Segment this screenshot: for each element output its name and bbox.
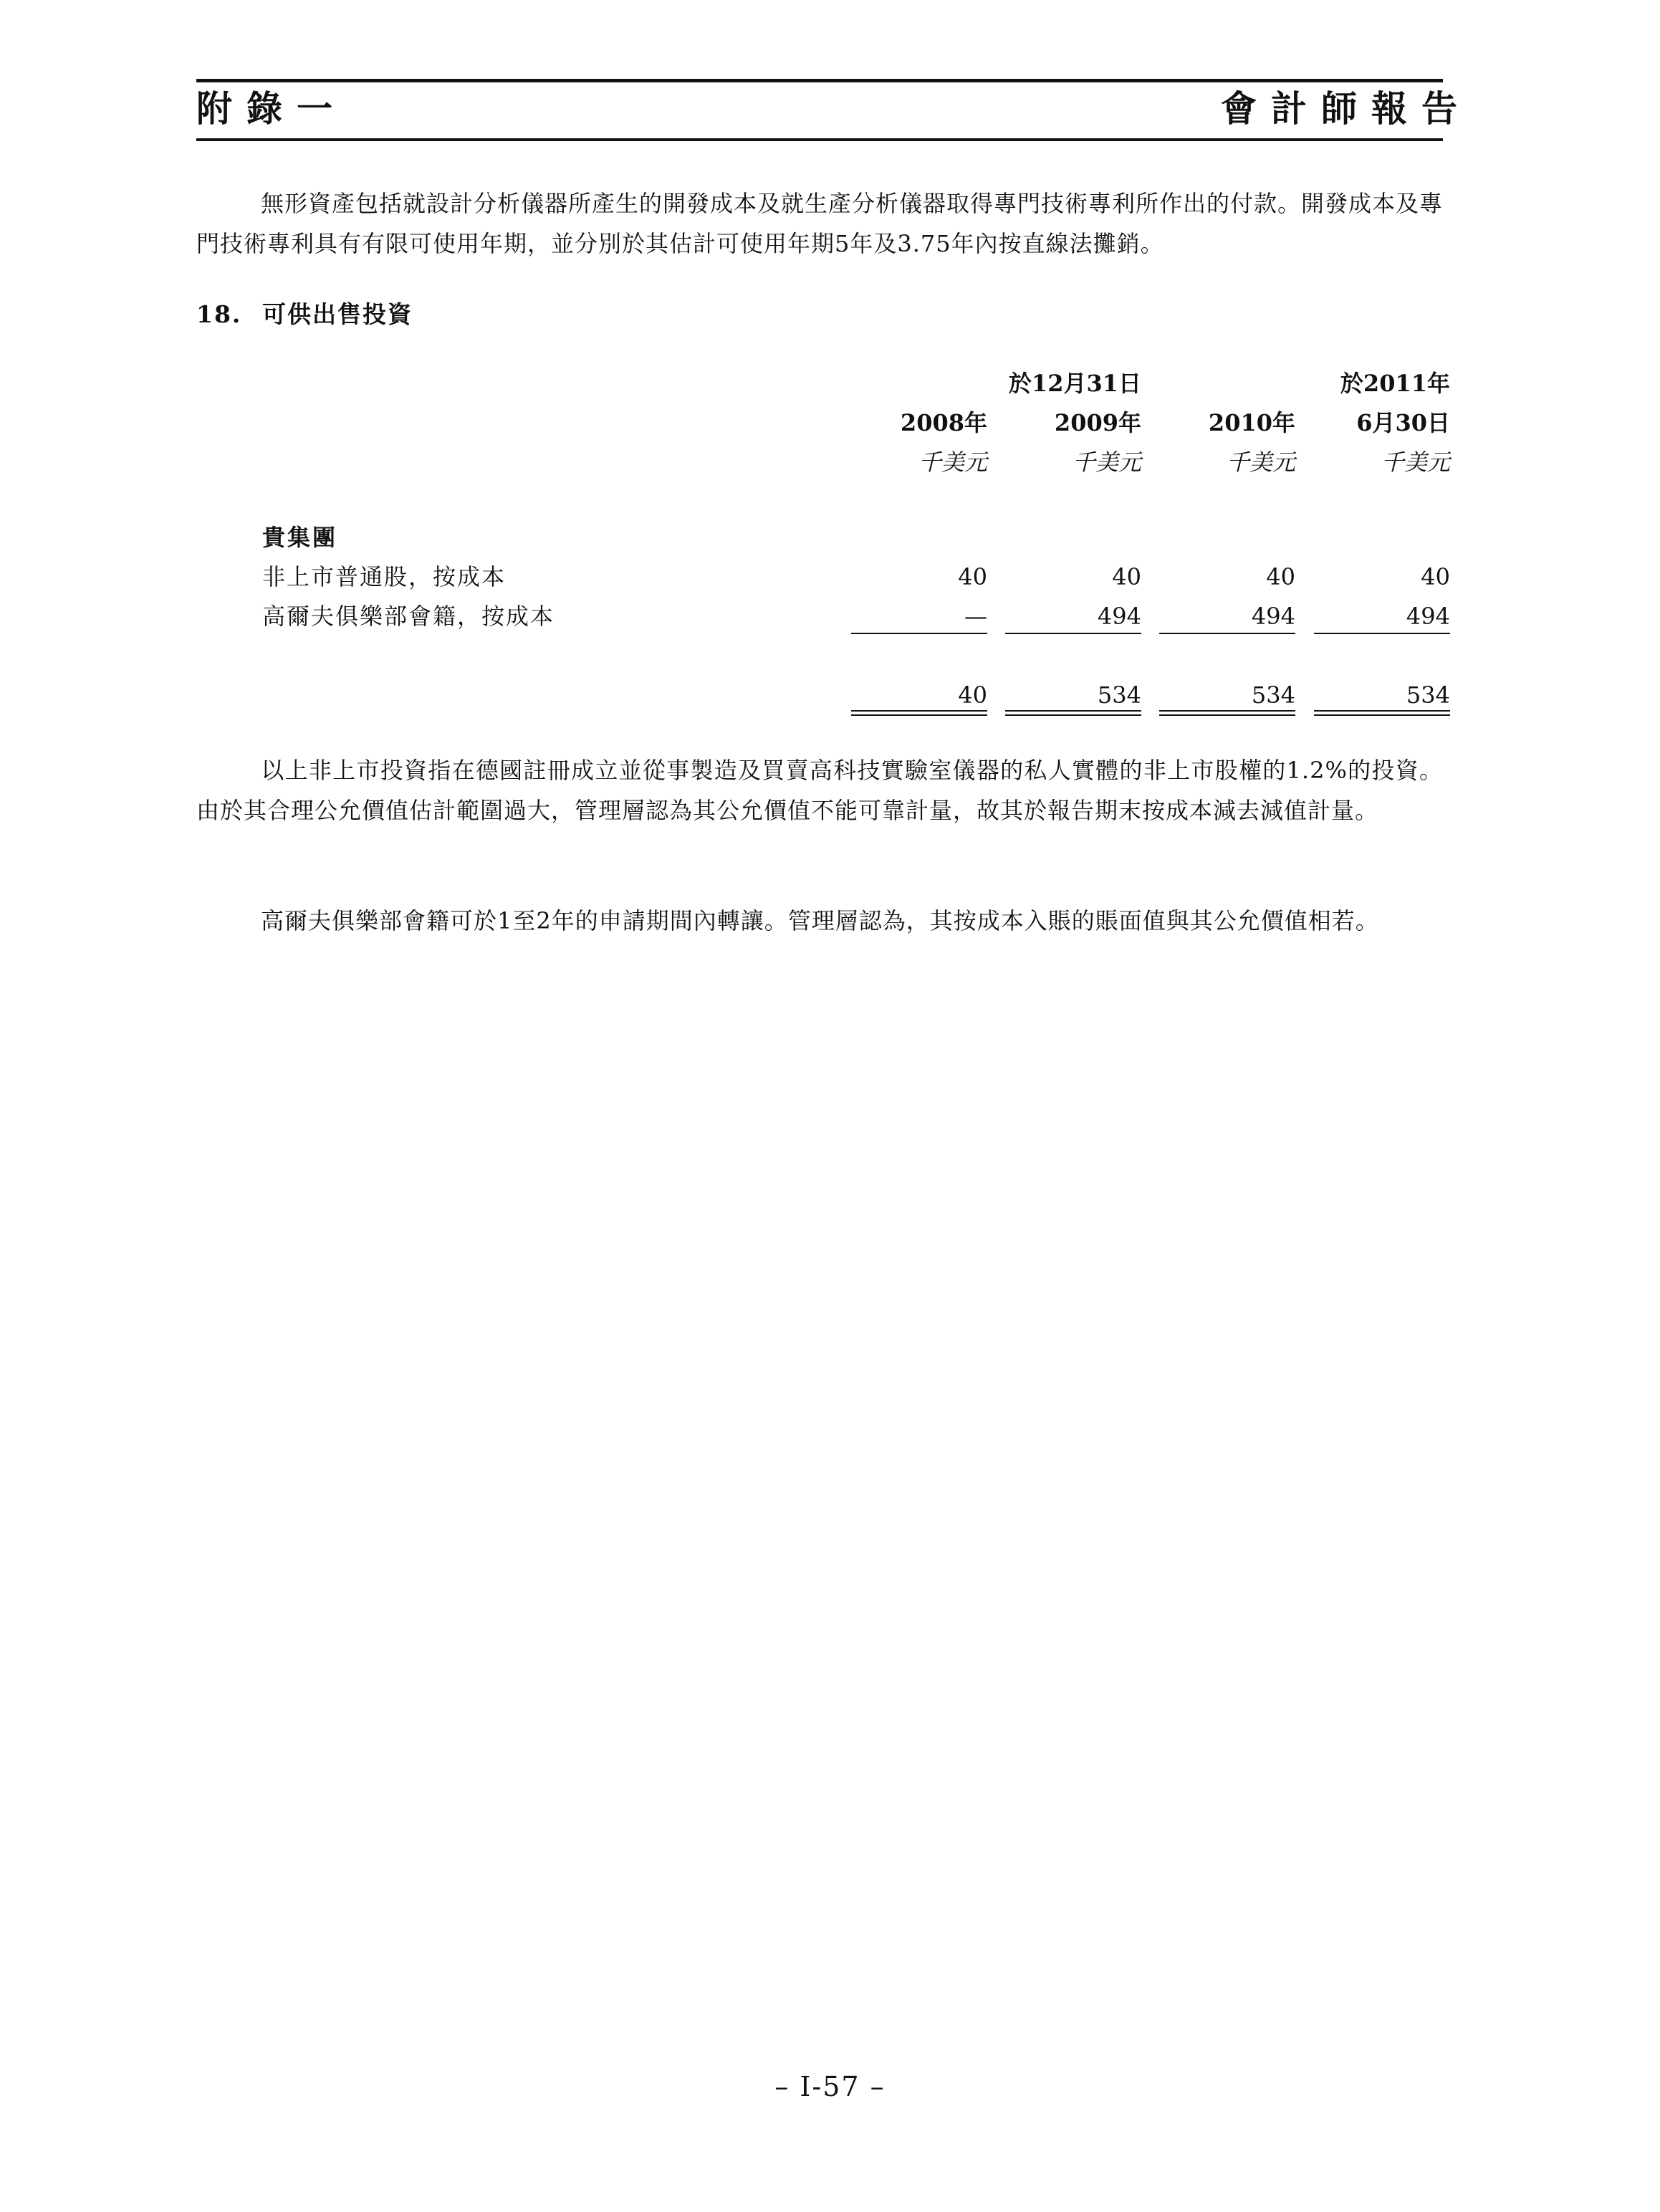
- total-double-rule: [851, 710, 987, 716]
- table-cell: 494: [1097, 603, 1141, 630]
- header-top-rule: [196, 79, 1443, 82]
- intro-paragraph-text: 無形資產包括就設計分析儀器所產生的開發成本及就生產分析儀器取得專門技術專利所作出的付款。開發成本及專門技術專利具有有限可使用年期，並分別於其估計可使用年期5年及3.75年內按直線法攤銷。: [196, 190, 1444, 257]
- subtotal-rule: [1005, 633, 1141, 634]
- report-title: 會計師報告: [1221, 87, 1472, 130]
- subtotal-rule: [851, 633, 987, 634]
- total-double-rule: [1005, 710, 1141, 716]
- section-title: 可供出售投資: [262, 300, 413, 328]
- table-cell: —: [964, 603, 987, 630]
- total-cell: 534: [1097, 681, 1141, 709]
- header-bottom-rule: [196, 138, 1443, 141]
- col-header-2010: 2010年: [1208, 409, 1295, 436]
- col-header-2011: 6月30日: [1356, 409, 1450, 436]
- intro-paragraph: [196, 183, 1443, 264]
- investment-paragraph: [196, 750, 1443, 830]
- col-unit-3: 千美元: [1226, 449, 1295, 476]
- appendix-title: 附錄一: [196, 87, 347, 130]
- table-cell: 494: [1406, 603, 1450, 630]
- subtotal-rule: [1314, 633, 1450, 634]
- total-double-rule: [1314, 710, 1450, 716]
- col-unit-1: 千美元: [918, 449, 987, 476]
- table-cell: 40: [1421, 563, 1450, 590]
- table-cell: 40: [958, 563, 987, 590]
- section-heading: [196, 296, 413, 330]
- col-unit-2: 千美元: [1072, 449, 1141, 476]
- table-last-header: 於2011年: [1340, 370, 1450, 397]
- total-cell: 40: [958, 681, 987, 709]
- row-label-unlisted-shares: 非上市普通股，按成本: [262, 563, 507, 590]
- col-unit-4: 千美元: [1381, 449, 1450, 476]
- investment-paragraph-text: 以上非上市投資指在德國註冊成立並從事製造及買賣高科技實驗室儀器的私人實體的非上市股權的1.2%的投資。由於其合理公允價值估計範圍過大，管理層認為其公允價值不能可靠計量，故其於報告期末按成本減去減值計量。: [196, 757, 1443, 824]
- total-cell: 534: [1406, 681, 1450, 709]
- col-header-2009: 2009年: [1054, 409, 1141, 436]
- table-group-label: 貴集團: [262, 524, 338, 551]
- section-number: 18.: [196, 300, 242, 328]
- subtotal-rule: [1159, 633, 1295, 634]
- row-label-golf-membership: 高爾夫俱樂部會籍，按成本: [262, 603, 555, 630]
- table-cell: 40: [1112, 563, 1141, 590]
- total-cell: 534: [1251, 681, 1295, 709]
- total-double-rule: [1159, 710, 1295, 716]
- col-header-2008: 2008年: [900, 409, 987, 436]
- golf-membership-paragraph: [196, 901, 1443, 941]
- table-cell: 494: [1251, 603, 1295, 630]
- table-cell: 40: [1266, 563, 1295, 590]
- golf-membership-paragraph-text: 高爾夫俱樂部會籍可於1至2年的申請期間內轉讓。管理層認為，其按成本入賬的賬面值與其公允價值相若。: [261, 907, 1379, 934]
- table-group-header: 於12月31日: [1008, 370, 1141, 397]
- page-number: – I-57 –: [774, 2071, 886, 2102]
